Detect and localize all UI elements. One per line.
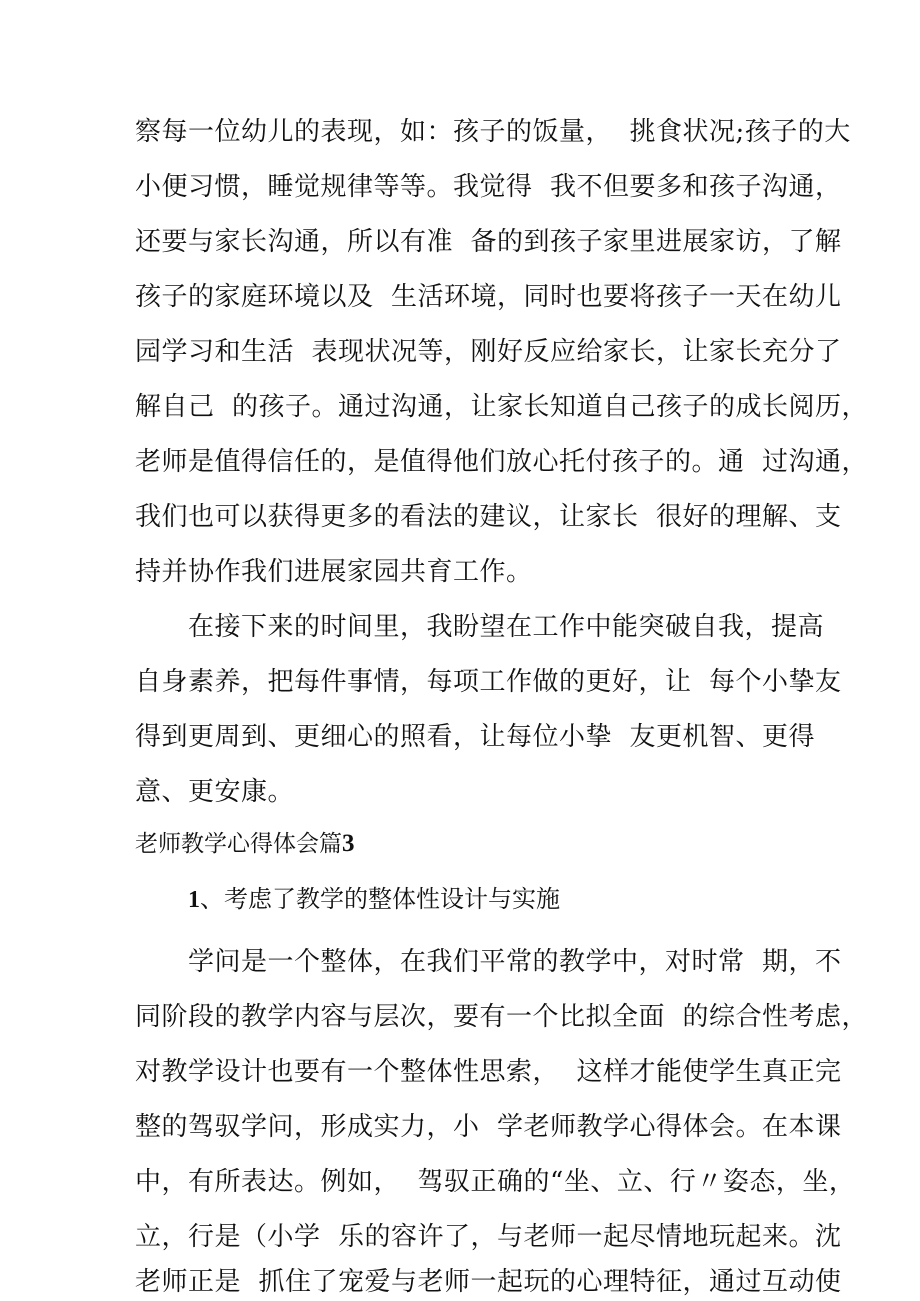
paragraph-line: 同阶段的教学内容与层次，要有一个比拟全面 的综合性考虑， [135, 1002, 869, 1032]
paragraph-line: 老师正是 抓住了宠爱与老师一起玩的心理特征，通过互动使 [135, 1267, 842, 1297]
section-heading-text: 老师教学心得体会篇 [135, 831, 342, 857]
paragraph-line: 还要与家长沟通，所以有准 备的到孩子家里进展家访，了解 [135, 227, 842, 257]
paragraph-line: 园学习和生活 表现状况等，刚好反应给家长，让家长充分了 [135, 337, 842, 367]
paragraph-line: 持并协作我们进展家园共育工作。 [135, 557, 533, 587]
paragraph-line: 老师是值得信任的，是值得他们放心托付孩子的。通 过沟通， [135, 447, 869, 477]
subheading [188, 882, 560, 917]
subheading-number: 1 [188, 887, 200, 913]
paragraph-line: 小便习惯，睡觉规律等等。我觉得 我不但要多和孩子沟通， [135, 172, 842, 202]
paragraph-line: 立，行是（小学 乐的容许了，与老师一起尽情地玩起来。沈 [135, 1222, 842, 1252]
subheading-text: 、考虑了教学的整体性设计与实施 [200, 885, 560, 913]
section-heading [135, 828, 355, 860]
paragraph-line: 在接下来的时间里，我盼望在工作中能突破自我，提高 [188, 612, 825, 642]
paragraph-line: 解自己 的孩子。通过沟通，让家长知道自己孩子的成长阅历， [135, 392, 869, 422]
paragraph-line: 孩子的家庭环境以及 生活环境，同时也要将孩子一天在幼儿 [135, 282, 842, 312]
paragraph-line: 察每一位幼儿的表现，如：孩子的饭量， 挑食状况;孩子的大 [135, 117, 851, 147]
section-heading-number: 3 [342, 830, 355, 857]
paragraph-line: 我们也可以获得更多的看法的建议，让家长 很好的理解、支 [135, 502, 842, 532]
paragraph-line: 意、更安康。 [135, 777, 295, 807]
paragraph-line: 得到更周到、更细心的照看，让每位小挚 友更机智、更得 [135, 722, 816, 752]
paragraph-line: 学问是一个整体，在我们平常的教学中，对时常 期，不 [188, 947, 842, 977]
paragraph-line: 自身素养，把每件事情，每项工作做的更好，让 每个小挚友 [135, 667, 842, 697]
paragraph-line: 中，有所表达。例如， 驾驭正确的“坐、立、行〃姿态，坐， [135, 1167, 856, 1197]
paragraph-line: 整的驾驭学问，形成实力，小 学老师教学心得体会。在本课 [135, 1112, 842, 1142]
paragraph-line: 对教学设计也要有一个整体性思索， 这样才能使学生真正完 [135, 1057, 842, 1087]
